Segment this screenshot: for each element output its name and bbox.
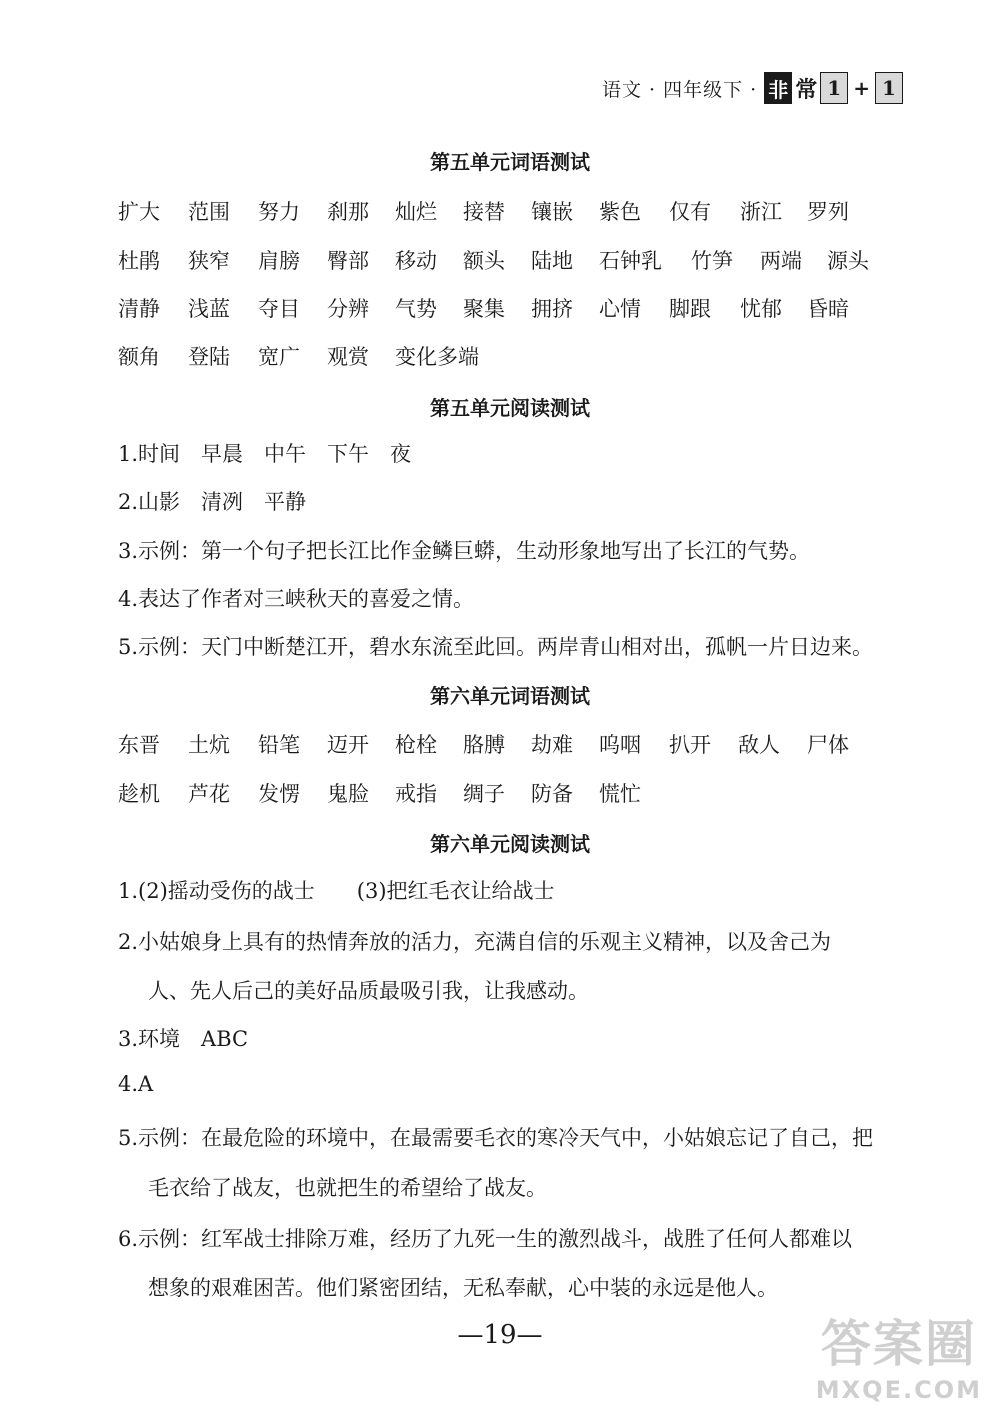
word: 灿烂: [395, 200, 437, 224]
running-header: [602, 72, 904, 104]
word: 罗列: [807, 200, 849, 224]
word: 枪栓: [395, 733, 437, 757]
word: 脚跟: [669, 297, 711, 321]
word: 土炕: [188, 733, 230, 757]
word: 宽广: [258, 345, 300, 369]
word: 登陆: [188, 345, 230, 369]
word: 浙江: [740, 200, 782, 224]
word: 变化多端: [395, 345, 479, 369]
word: 范围: [188, 200, 230, 224]
brand-box-one-b: 1: [875, 72, 903, 104]
word: 防备: [531, 782, 573, 806]
unit6-answer-5-line-2: 毛衣给了战友，也就把生的希望给了战友。: [148, 1176, 547, 1200]
word: 清静: [118, 297, 160, 321]
word: 呜咽: [599, 733, 641, 757]
word: 竹笋: [691, 249, 733, 273]
word: 胳膊: [463, 733, 505, 757]
word: 观赏: [327, 345, 369, 369]
watermark-text: 答案圈: [820, 1315, 977, 1373]
word: 鬼脸: [327, 782, 369, 806]
word: 迈开: [327, 733, 369, 757]
brand-logo: [763, 72, 904, 104]
word: 扩大: [118, 200, 160, 224]
word: 镶嵌: [531, 200, 573, 224]
word: 两端: [760, 249, 802, 273]
word: 臀部: [327, 249, 369, 273]
unit6-answer-3: 3.环境 ABC: [118, 1027, 249, 1051]
word: 绸子: [463, 782, 505, 806]
word: 陆地: [531, 249, 573, 273]
brand-char-chang: 常: [795, 76, 818, 103]
unit5-answer-3: 3.示例：第一个句子把长江比作金鳞巨蟒，生动形象地写出了长江的气势。: [118, 539, 811, 563]
word: 分辨: [327, 297, 369, 321]
unit6-answer-6-line-1: 6.示例：红军战士排除万难，经历了九死一生的激烈战斗，战胜了任何人都难以: [118, 1227, 853, 1251]
section-title-unit6-reading: 第六单元阅读测试: [430, 832, 590, 856]
brand-char-fei: 非: [764, 72, 792, 104]
word: 慌忙: [599, 782, 641, 806]
word: 气势: [395, 297, 437, 321]
unit6-answer-1: 1.(2)摇动受伤的战士 (3)把红毛衣让给战士: [118, 879, 555, 903]
word: 源头: [827, 249, 869, 273]
unit6-answer-2-line-2: 人、先人后己的美好品质最吸引我，让我感动。: [148, 979, 589, 1003]
word: 发愣: [258, 782, 300, 806]
word: 额角: [118, 345, 160, 369]
section-title-unit5-reading: 第五单元阅读测试: [430, 396, 590, 420]
page-number: —19—: [457, 1320, 543, 1350]
word: 芦花: [188, 782, 230, 806]
watermark-url: MXQE.COM: [815, 1376, 982, 1404]
word: 夺目: [258, 297, 300, 321]
watermark-logo: [816, 1304, 982, 1404]
word: 接替: [463, 200, 505, 224]
unit6-answer-5-line-1: 5.示例：在最危险的环境中，在最需要毛衣的寒冷天气中，小姑娘忘记了自己，把: [118, 1126, 874, 1150]
word: 拥挤: [531, 297, 573, 321]
word: 努力: [258, 200, 300, 224]
word: 聚集: [463, 297, 505, 321]
unit6-answer-2-line-1: 2.小姑娘身上具有的热情奔放的活力，充满自信的乐观主义精神，以及舍己为: [118, 930, 832, 954]
word: 戒指: [395, 782, 437, 806]
word: 狭窄: [188, 249, 230, 273]
word: 额头: [463, 249, 505, 273]
word: 浅蓝: [188, 297, 230, 321]
section-title-unit6-words: 第六单元词语测试: [430, 684, 590, 708]
word: 扒开: [669, 733, 711, 757]
unit6-answer-4: 4.A: [118, 1072, 154, 1096]
header-subject: 语文 · 四年级下 ·: [602, 78, 758, 101]
word: 肩膀: [258, 249, 300, 273]
word: 昏暗: [807, 297, 849, 321]
unit5-answer-4: 4.表达了作者对三峡秋天的喜爱之情。: [118, 587, 475, 611]
unit5-answer-1: 1.时间 早晨 中午 下午 夜: [118, 442, 412, 466]
unit5-answer-2: 2.山影 清冽 平静: [118, 490, 307, 514]
brand-plus: +: [853, 76, 870, 100]
unit6-answer-6-line-2: 想象的艰难困苦。他们紧密团结，无私奉献，心中装的永远是他人。: [148, 1276, 778, 1300]
unit5-answer-5: 5.示例：天门中断楚江开，碧水东流至此回。两岸青山相对出，孤帆一片日边来。: [118, 635, 874, 659]
word: 杜鹃: [118, 249, 160, 273]
word: 移动: [395, 249, 437, 273]
word: 铅笔: [258, 733, 300, 757]
word: 仅有: [669, 200, 711, 224]
word: 石钟乳: [599, 249, 662, 273]
section-title-unit5-words: 第五单元词语测试: [430, 150, 590, 174]
word: 刹那: [327, 200, 369, 224]
brand-box-one-a: 1: [820, 72, 848, 104]
word: 劫难: [531, 733, 573, 757]
word: 心情: [599, 297, 641, 321]
word: 紫色: [599, 200, 641, 224]
word: 敌人: [738, 733, 780, 757]
word: 东晋: [118, 733, 160, 757]
word: 忧郁: [740, 297, 782, 321]
word: 趁机: [118, 782, 160, 806]
word: 尸体: [807, 733, 849, 757]
